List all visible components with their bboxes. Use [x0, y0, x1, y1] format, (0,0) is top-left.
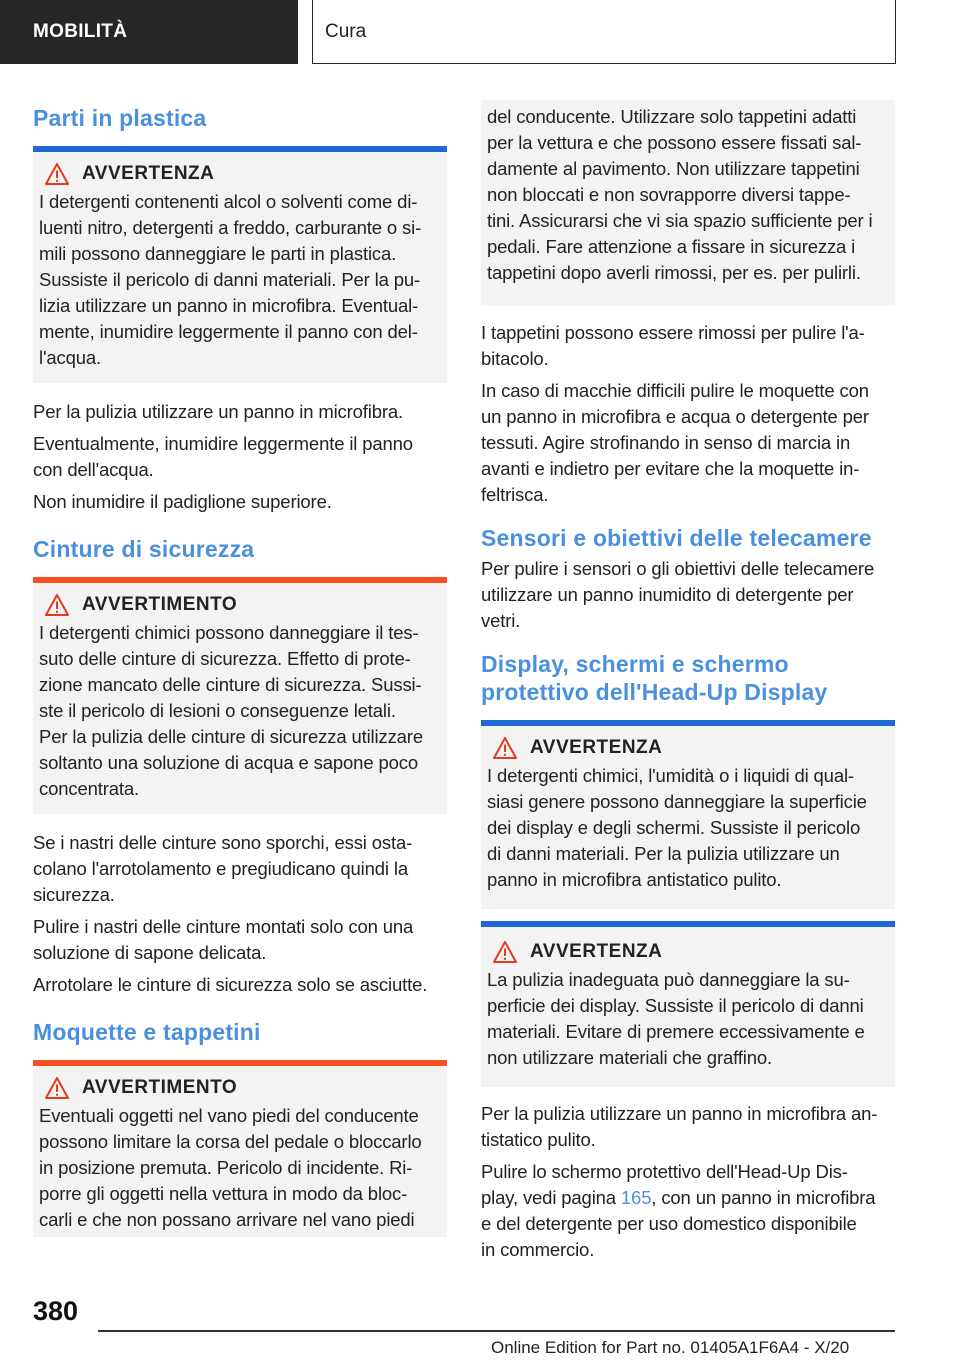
- warning-box: [33, 1066, 447, 1237]
- warning-label: AVVERTENZA: [82, 163, 215, 184]
- header-chapter: Cura: [312, 0, 896, 64]
- warning-header: [39, 161, 441, 187]
- warning-header: [487, 939, 889, 965]
- section-title-displays: Display, schermi e schermo protettivo dell'Head-Up Display: [481, 651, 828, 705]
- paragraph: Per la pulizia utilizzare un panno in microfibra an- tistatico pulito.: [481, 1103, 878, 1150]
- paragraph: In caso di macchie difficili pulire le moquette con un panno in microfibra e acqua o detergente per tessuti. Agire strofinando in senso di marcia in avanti e indietro per evitare che la moquette in- feltrisca.: [481, 380, 869, 505]
- warning-text: I detergenti chimici possono danneggiare il tes- suto delle cinture di sicurezza. Effetto di prote- zione mancato delle cinture di sicurezza. Sussi- ste il pericolo di lesioni o conseguenze letali. Per la pulizia delle cinture di sicurezza utilizzare soltanto una soluzione di acqua e sapone poco concentrata.: [39, 622, 423, 799]
- header-section: MOBILITÀ: [0, 0, 298, 64]
- paragraph: Pulire lo schermo protettivo dell'Head-Up Dis- play, vedi pagina 165, con un panno in microfibra e del detergente per uso domestico disponibile in commercio.: [481, 1161, 876, 1260]
- warning-triangle-icon: [44, 1076, 70, 1100]
- left-column: [33, 100, 447, 1237]
- section-title-plastic: Parti in plastica: [33, 105, 207, 131]
- section-title-sensors: Sensori e obiettivi delle telecamere: [481, 525, 872, 551]
- page-number: 380: [33, 1296, 79, 1326]
- warning-triangle-icon: [492, 736, 518, 760]
- warning-header: [39, 592, 441, 618]
- paragraph: Arrotolare le cinture di sicurezza solo se asciutte.: [33, 974, 428, 995]
- warning-label: AVVERTENZA: [530, 737, 663, 758]
- paragraph: Eventualmente, inumidire leggermente il panno con dell'acqua.: [33, 433, 413, 480]
- warning-text: Eventuali oggetti nel vano piedi del conducente possono limitare la corsa del pedale o bloccarlo in posizione premuta. Pericolo di incidente. Ri- porre gli oggetti nella vettura in modo da bloc- carli e che non possano arrivare nel vano piedi: [39, 1105, 422, 1230]
- warning-triangle-icon: [44, 162, 70, 186]
- paragraph: Non inumidire il padiglione superiore.: [33, 491, 332, 512]
- paragraph: Se i nastri delle cinture sono sporchi, essi osta- colano l'arrotolamento e pregiudicano quindi la sicurezza.: [33, 832, 413, 905]
- warning-box: [33, 583, 447, 814]
- section-title-carpets: Moquette e tappetini: [33, 1019, 261, 1045]
- page-link[interactable]: 165: [620, 1187, 652, 1208]
- warning-text: I detergenti chimici, l'umidità o i liquidi di qual- siasi genere possono danneggiare la superficie dei display e degli schermi. Sussiste il pericolo di danni materiali. Per la pulizia utilizzare un panno in microfibra antistatico pulito.: [487, 765, 867, 890]
- warning-text: I detergenti contenenti alcol o solventi come di- luenti nitro, detergenti a freddo, carburante o si- mili possono danneggiare le parti in plastica. Sussiste il pericolo di danni materiali. Per la pu- lizia utilizzare un panno in microfibra. Eventual- mente, inumidire leggermente il panno con del- l'acqua.: [39, 191, 422, 368]
- warning-triangle-icon: [492, 940, 518, 964]
- warning-text: La pulizia inadeguata può danneggiare la su- perficie dei display. Sussiste il pericolo di danni materiali. Evitare di premere eccessivamente e non utilizzare materiali che graffino.: [487, 969, 865, 1068]
- paragraph: Pulire i nastri delle cinture montati solo con una soluzione di sapone delicata.: [33, 916, 414, 963]
- footer-edition: Online Edition for Part no. 01405A1F6A4 - X/20: [491, 1338, 850, 1357]
- section-title-belts: Cinture di sicurezza: [33, 536, 255, 562]
- warning-box-continued: [481, 100, 895, 306]
- right-column: [481, 100, 895, 1263]
- warning-label: AVVERTIMENTO: [82, 594, 238, 615]
- warning-box: [481, 927, 895, 1087]
- warning-box: [33, 152, 447, 383]
- warning-label: AVVERTENZA: [530, 941, 663, 962]
- paragraph: I tappetini possono essere rimossi per pulire l'a- bitacolo.: [481, 322, 865, 369]
- warning-box: [481, 726, 895, 909]
- footer-divider: [98, 1330, 895, 1332]
- warning-header: [39, 1075, 441, 1101]
- warning-triangle-icon: [44, 593, 70, 617]
- warning-header: [487, 735, 889, 761]
- warning-label: AVVERTIMENTO: [82, 1077, 238, 1098]
- warning-text: del conducente. Utilizzare solo tappetini adatti per la vettura e che possono essere fissati sal- damente al pavimento. Non utilizzare tappetini non bloccati e non sovrapporre diversi tappe- tini. Assicurarsi che vi sia spazio sufficiente per i pedali. Fare attenzione a fissare in sicurezza i tappetini dopo averli rimossi, per es. per pulirli.: [487, 106, 873, 283]
- paragraph: Per pulire i sensori o gli obiettivi delle telecamere utilizzare un panno inumidito di detergente per vetri.: [481, 558, 875, 631]
- paragraph: Per la pulizia utilizzare un panno in microfibra.: [33, 401, 404, 422]
